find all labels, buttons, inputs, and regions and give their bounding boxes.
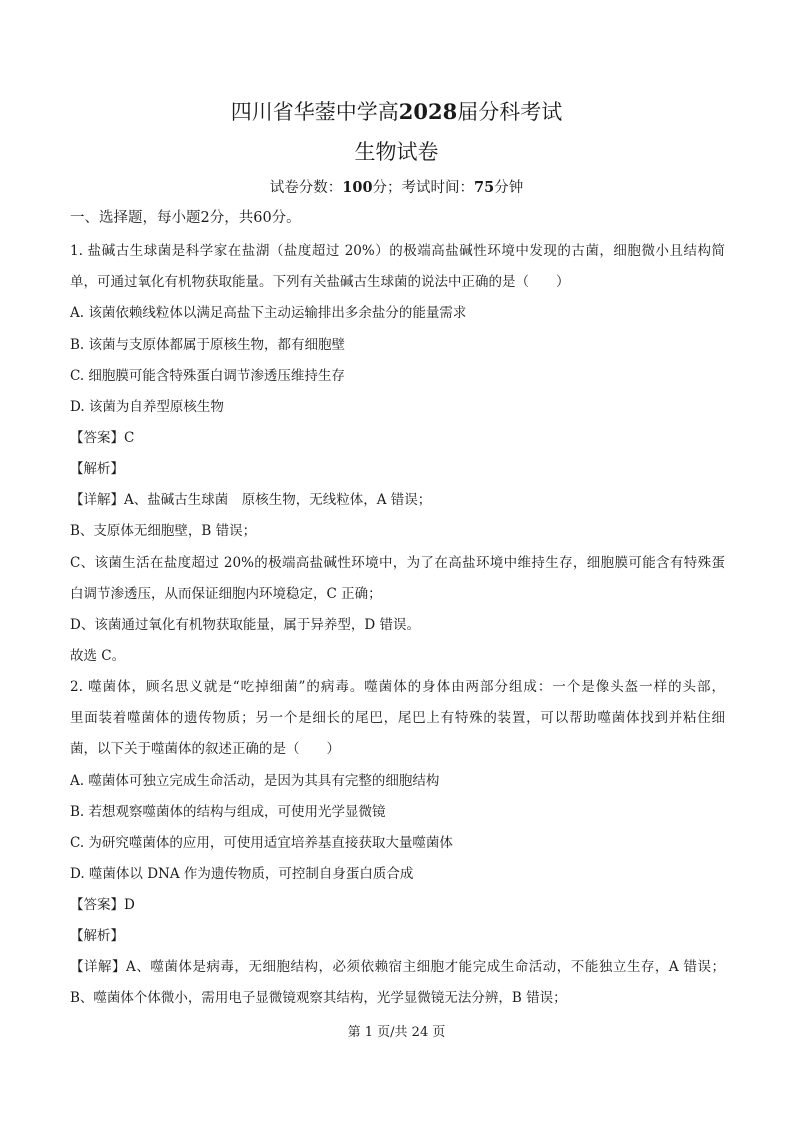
q1-detail-1: 【详解】A、盐碱古生球菌 原核生物，无线粒体，A 错误； <box>70 492 432 508</box>
title-text-prefix: 四川省华蓥中学高 <box>230 100 399 124</box>
q1-detail-3: C、该菌生活在盐度超过 20%的极端高盐碱性环境中，为了在高盐环境中维持生存，细胞膜可能含有特殊蛋 <box>70 555 725 571</box>
q1-detail-5: D、该菌通过氧化有机物获取能量，属于异养型，D 错误。 <box>70 617 420 633</box>
q2-option-d: D. 噬菌体以 DNA 作为遗传物质，可控制自身蛋白质合成 <box>70 866 414 882</box>
meta-time-unit: 分钟 <box>494 180 524 196</box>
q1-option-d: D. 该菌为自养型原核生物 <box>70 399 224 415</box>
q1-conclusion: 故选 C。 <box>70 648 126 664</box>
meta-time-label: 分；考试时间： <box>372 180 475 196</box>
q2-answer: 【答案】D <box>70 897 135 913</box>
q2-analysis-label: 【解析】 <box>70 928 124 944</box>
title-year: 2028 <box>398 99 458 124</box>
q2-option-c: C. 为研究噬菌体的应用，可使用适宜培养基直接获取大量噬菌体 <box>70 835 453 851</box>
section-heading: 一、选择题，每小题2分，共60分。 <box>70 210 301 226</box>
title-text-suffix: 届分科考试 <box>457 100 563 124</box>
q1-detail-4: 白调节渗透压，从而保证细胞内环境稳定，C 正确； <box>70 586 382 602</box>
meta-time-value: 75 <box>474 179 495 196</box>
q1-stem-line-2: 单，可通过氧化有机物获取能量。下列有关盐碱古生球菌的说法中正确的是（ ） <box>70 274 570 290</box>
q1-answer: 【答案】C <box>70 430 135 446</box>
q1-option-c: C. 细胞膜可能含特殊蛋白调节渗透压维持生存 <box>70 368 345 384</box>
q1-stem-line-1: 1. 盐碱古生球菌是科学家在盐湖（盐度超过 20%）的极端高盐碱性环境中发现的古菌，细胞微小且结构简 <box>70 243 725 259</box>
exam-meta <box>0 177 793 199</box>
q2-option-a: A. 噬菌体可独立完成生命活动，是因为其具有完整的细胞结构 <box>70 773 440 789</box>
q2-stem-line-2: 里面装着噬菌体的遗传物质；另一个是细长的尾巴，尾巴上有特殊的装置，可以帮助噬菌体找到并粘住细 <box>70 710 725 726</box>
q2-detail-2: B、噬菌体个体微小，需用电子显微镜观察其结构，光学显微镜无法分辨，B 错误； <box>70 990 567 1006</box>
q1-option-a: A. 该菌依赖线粒体以满足高盐下主动运输排出多余盐分的能量需求 <box>70 305 467 321</box>
meta-score-label: 试卷分数： <box>269 180 343 196</box>
q2-stem-line-1: 2. 噬菌体，顾名思义就是“吃掉细菌”的病毒。噬菌体的身体由两部分组成：一个是像头盔一样的头部， <box>70 679 725 695</box>
meta-score-value: 100 <box>342 179 373 196</box>
q1-analysis-label: 【解析】 <box>70 461 124 477</box>
exam-title <box>0 98 793 126</box>
q1-detail-2: B、支原体无细胞壁，B 错误； <box>70 523 257 539</box>
exam-subtitle: 生物试卷 <box>354 140 439 164</box>
q2-stem-line-3: 菌，以下关于噬菌体的叙述正确的是（ ） <box>70 741 340 757</box>
q1-option-b: B. 该菌与支原体都属于原核生物，都有细胞壁 <box>70 337 346 353</box>
q2-option-b: B. 若想观察噬菌体的结构与组成，可使用光学显微镜 <box>70 804 386 820</box>
page-number: 第 1 页/共 24 页 <box>347 1025 446 1040</box>
q2-detail-1: 【详解】A、噬菌体是病毒，无细胞结构，必须依赖宿主细胞才能完成生命活动，不能独立生存，A 错误； <box>70 959 725 975</box>
